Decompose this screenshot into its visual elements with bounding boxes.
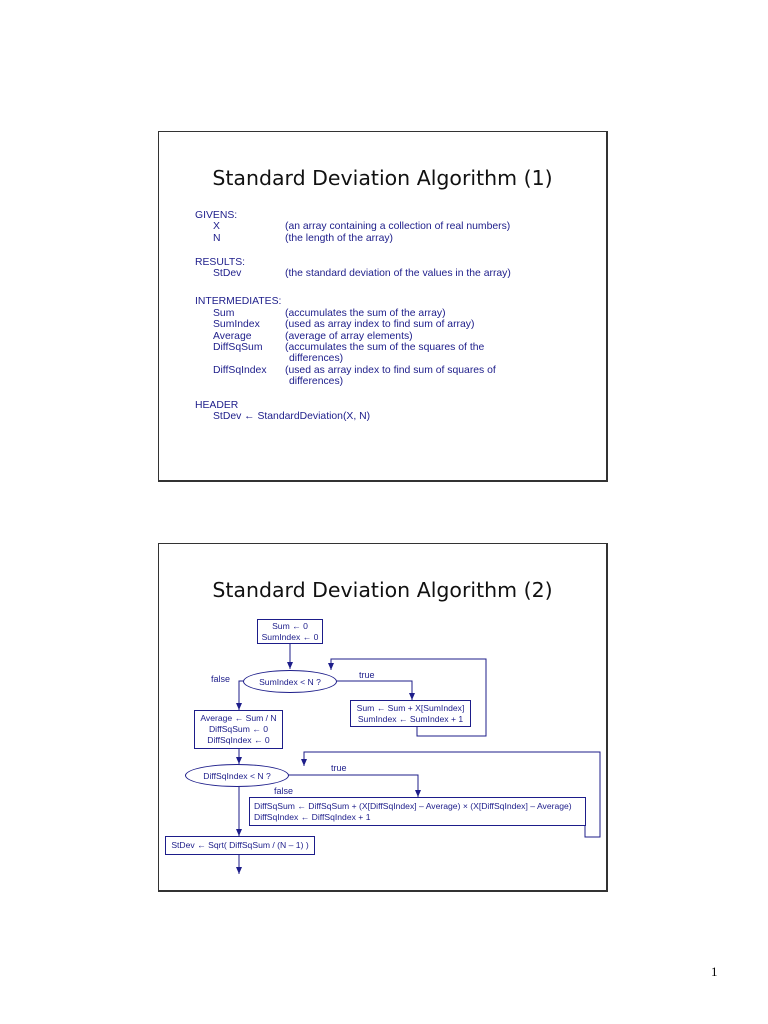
intermediate-desc-sumindex: (used as array index to find sum of array) (285, 319, 475, 330)
diffsq-loop-box (249, 797, 586, 826)
average-box (194, 710, 283, 749)
slide-2 (158, 543, 608, 892)
init-box (257, 619, 323, 644)
sum-loop-box (350, 700, 471, 727)
slide-1 (158, 131, 608, 482)
intermediate-name-sumindex: SumIndex (213, 319, 260, 330)
intermediate-name-diffsqindex: DiffSqIndex (213, 365, 267, 376)
init-sumindex-line: SumIndex ← 0 (261, 632, 319, 642)
decision-1-true-label: true (359, 670, 375, 680)
intermediates-heading: INTERMEDIATES: (195, 296, 282, 307)
given-desc-x: (an array containing a collection of real numbers) (285, 221, 511, 232)
diffsqsum-init-line: DiffSqSum ← 0 (208, 724, 269, 734)
intermediate-name-diffsqsum: DiffSqSum (213, 342, 263, 353)
result-box: StDev ← Sqrt( DiffSqSum / (N – 1) ) (165, 836, 315, 855)
decision-1-false-label: false (211, 674, 231, 684)
intermediate-desc-diffsqsum-cont: differences) (289, 353, 344, 364)
result-desc-stdev: (the standard deviation of the values in the array) (285, 268, 511, 279)
sum-loop-line-2: SumIndex ← SumIndex + 1 (357, 714, 464, 724)
init-sum-line: Sum ← 0 (272, 621, 308, 631)
intermediate-desc-average: (average of array elements) (285, 331, 413, 342)
intermediate-name-sum: Sum (213, 308, 235, 319)
given-name-x: X (213, 221, 220, 232)
page-number: 1 (711, 964, 718, 979)
intermediate-desc-sum: (accumulates the sum of the array) (285, 308, 446, 319)
diffsqindex-init-line: DiffSqIndex ← 0 (207, 735, 270, 745)
decision-sumindex: SumIndex < N ? (243, 670, 337, 693)
slide-1-title: Standard Deviation Algorithm (1) (212, 166, 553, 190)
given-desc-n: (the length of the array) (285, 233, 394, 244)
sum-loop-line-1: Sum ← Sum + X[SumIndex] (356, 703, 465, 713)
results-heading: RESULTS: (195, 257, 246, 268)
diffsq-loop-line-1: DiffSqSum ← DiffSqSum + (X[DiffSqIndex] – Average) × (X[DiffSqIndex] – Average) (254, 801, 572, 811)
diffsq-loop-line-2: DiffSqIndex ← DiffSqIndex + 1 (254, 812, 371, 822)
intermediate-name-average: Average (213, 331, 252, 342)
intermediate-desc-diffsqindex: (used as array index to find sum of squares of (285, 365, 496, 376)
givens-heading: GIVENS: (195, 210, 238, 221)
given-name-n: N (213, 233, 221, 244)
intermediate-desc-diffsqsum: (accumulates the sum of the squares of the (285, 342, 485, 353)
decision-2-true-label: true (331, 763, 347, 773)
slide-2-title: Standard Deviation Algorithm (2) (212, 578, 553, 602)
header-line: StDev ← StandardDeviation(X, N) (213, 411, 371, 422)
decision-diffsqindex: DiffSqIndex < N ? (185, 764, 289, 787)
result-name-stdev: StDev (213, 268, 242, 279)
header-heading: HEADER (195, 400, 239, 411)
average-line: Average ← Sum / N (200, 713, 277, 723)
intermediate-desc-diffsqindex-cont: differences) (289, 376, 344, 387)
decision-2-false-label: false (274, 786, 294, 796)
